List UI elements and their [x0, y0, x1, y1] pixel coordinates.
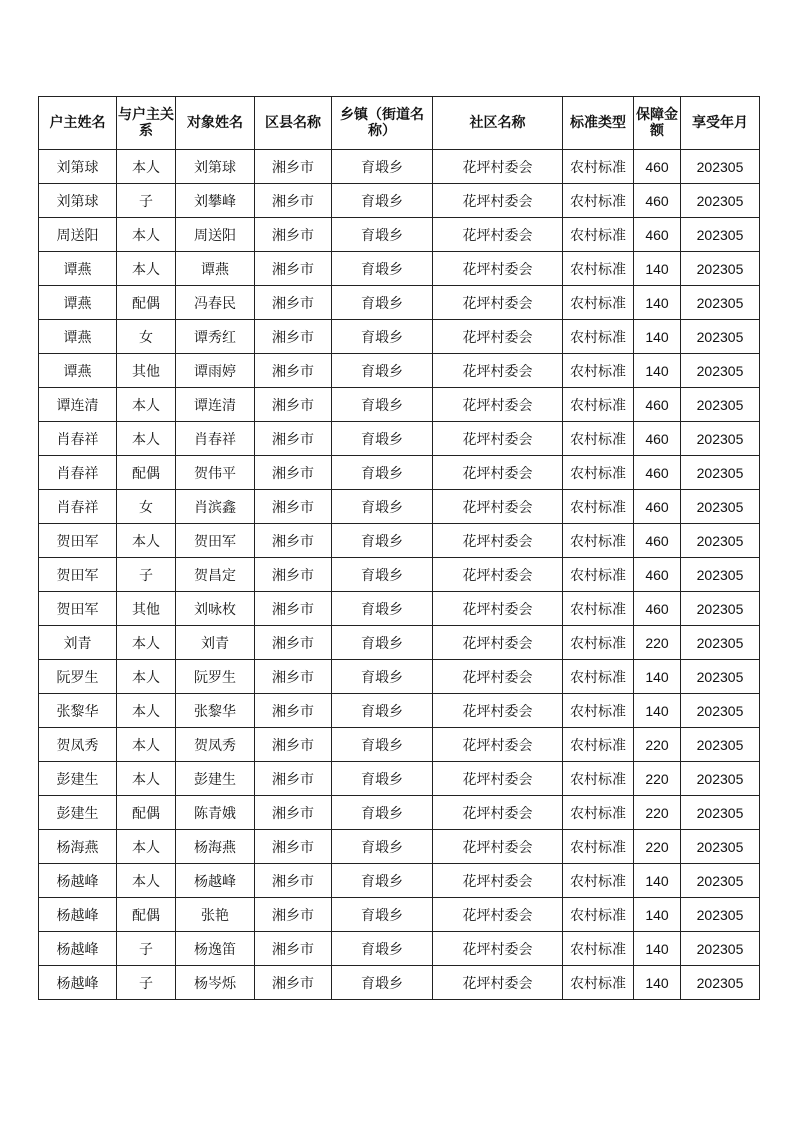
cell-community: 花坪村委会 — [433, 932, 563, 966]
header-township: 乡镇（街道名称） — [332, 97, 433, 150]
cell-recipient-name: 肖春祥 — [176, 422, 255, 456]
cell-standard-type: 农村标准 — [563, 558, 634, 592]
cell-period: 202305 — [681, 252, 760, 286]
cell-standard-type: 农村标准 — [563, 252, 634, 286]
cell-standard-type: 农村标准 — [563, 728, 634, 762]
cell-period: 202305 — [681, 184, 760, 218]
table-row — [39, 150, 760, 184]
cell-relation: 其他 — [117, 354, 176, 388]
cell-standard-type: 农村标准 — [563, 966, 634, 1000]
cell-period: 202305 — [681, 626, 760, 660]
cell-township: 育塅乡 — [332, 184, 433, 218]
table-row — [39, 592, 760, 626]
cell-relation: 本人 — [117, 660, 176, 694]
cell-relation: 子 — [117, 932, 176, 966]
cell-amount: 140 — [634, 320, 681, 354]
cell-county: 湘乡市 — [255, 592, 332, 626]
cell-period: 202305 — [681, 422, 760, 456]
cell-relation: 女 — [117, 320, 176, 354]
cell-county: 湘乡市 — [255, 626, 332, 660]
cell-householder-name: 彭建生 — [39, 796, 117, 830]
cell-amount: 460 — [634, 456, 681, 490]
cell-amount: 460 — [634, 184, 681, 218]
cell-standard-type: 农村标准 — [563, 320, 634, 354]
cell-householder-name: 贺田军 — [39, 592, 117, 626]
cell-recipient-name: 贺凤秀 — [176, 728, 255, 762]
cell-community: 花坪村委会 — [433, 830, 563, 864]
cell-standard-type: 农村标准 — [563, 524, 634, 558]
table-row — [39, 830, 760, 864]
cell-standard-type: 农村标准 — [563, 286, 634, 320]
cell-relation: 本人 — [117, 694, 176, 728]
cell-county: 湘乡市 — [255, 422, 332, 456]
table-row — [39, 898, 760, 932]
cell-recipient-name: 谭秀红 — [176, 320, 255, 354]
cell-householder-name: 谭燕 — [39, 320, 117, 354]
cell-township: 育塅乡 — [332, 898, 433, 932]
cell-county: 湘乡市 — [255, 150, 332, 184]
cell-township: 育塅乡 — [332, 320, 433, 354]
cell-period: 202305 — [681, 524, 760, 558]
table-row — [39, 320, 760, 354]
cell-county: 湘乡市 — [255, 218, 332, 252]
cell-township: 育塅乡 — [332, 864, 433, 898]
cell-relation: 子 — [117, 558, 176, 592]
cell-county: 湘乡市 — [255, 354, 332, 388]
cell-amount: 140 — [634, 252, 681, 286]
cell-county: 湘乡市 — [255, 694, 332, 728]
header-standard-type: 标准类型 — [563, 97, 634, 150]
cell-standard-type: 农村标准 — [563, 184, 634, 218]
cell-recipient-name: 张黎华 — [176, 694, 255, 728]
cell-householder-name: 杨越峰 — [39, 966, 117, 1000]
cell-householder-name: 张黎华 — [39, 694, 117, 728]
cell-amount: 140 — [634, 932, 681, 966]
table-row — [39, 660, 760, 694]
cell-householder-name: 谭燕 — [39, 252, 117, 286]
cell-county: 湘乡市 — [255, 830, 332, 864]
cell-township: 育塅乡 — [332, 286, 433, 320]
cell-county: 湘乡市 — [255, 558, 332, 592]
cell-householder-name: 刘第球 — [39, 184, 117, 218]
cell-householder-name: 杨越峰 — [39, 932, 117, 966]
cell-amount: 220 — [634, 796, 681, 830]
cell-county: 湘乡市 — [255, 966, 332, 1000]
table-row — [39, 490, 760, 524]
cell-county: 湘乡市 — [255, 490, 332, 524]
cell-county: 湘乡市 — [255, 456, 332, 490]
cell-amount: 460 — [634, 558, 681, 592]
table-row — [39, 524, 760, 558]
cell-community: 花坪村委会 — [433, 694, 563, 728]
cell-standard-type: 农村标准 — [563, 422, 634, 456]
header-recipient-name: 对象姓名 — [176, 97, 255, 150]
cell-community: 花坪村委会 — [433, 490, 563, 524]
cell-relation: 本人 — [117, 218, 176, 252]
header-period: 享受年月 — [681, 97, 760, 150]
table-row — [39, 966, 760, 1000]
cell-recipient-name: 肖滨鑫 — [176, 490, 255, 524]
cell-recipient-name: 杨越峰 — [176, 864, 255, 898]
cell-standard-type: 农村标准 — [563, 388, 634, 422]
cell-community: 花坪村委会 — [433, 456, 563, 490]
cell-standard-type: 农村标准 — [563, 456, 634, 490]
cell-township: 育塅乡 — [332, 932, 433, 966]
cell-recipient-name: 冯春民 — [176, 286, 255, 320]
table-body — [39, 150, 760, 1000]
table-row — [39, 388, 760, 422]
cell-recipient-name: 谭连清 — [176, 388, 255, 422]
cell-amount: 460 — [634, 218, 681, 252]
cell-householder-name: 肖春祥 — [39, 456, 117, 490]
cell-county: 湘乡市 — [255, 864, 332, 898]
cell-county: 湘乡市 — [255, 184, 332, 218]
cell-recipient-name: 贺伟平 — [176, 456, 255, 490]
cell-householder-name: 周送阳 — [39, 218, 117, 252]
cell-community: 花坪村委会 — [433, 422, 563, 456]
cell-standard-type: 农村标准 — [563, 660, 634, 694]
cell-community: 花坪村委会 — [433, 218, 563, 252]
cell-standard-type: 农村标准 — [563, 796, 634, 830]
cell-county: 湘乡市 — [255, 252, 332, 286]
header-relation: 与户主关系 — [117, 97, 176, 150]
cell-township: 育塅乡 — [332, 456, 433, 490]
cell-period: 202305 — [681, 864, 760, 898]
header-householder-name: 户主姓名 — [39, 97, 117, 150]
cell-community: 花坪村委会 — [433, 524, 563, 558]
cell-township: 育塅乡 — [332, 592, 433, 626]
cell-relation: 配偶 — [117, 456, 176, 490]
cell-relation: 本人 — [117, 388, 176, 422]
cell-community: 花坪村委会 — [433, 592, 563, 626]
cell-householder-name: 刘青 — [39, 626, 117, 660]
cell-township: 育塅乡 — [332, 388, 433, 422]
cell-householder-name: 彭建生 — [39, 762, 117, 796]
cell-amount: 140 — [634, 898, 681, 932]
cell-standard-type: 农村标准 — [563, 150, 634, 184]
cell-community: 花坪村委会 — [433, 354, 563, 388]
cell-county: 湘乡市 — [255, 286, 332, 320]
cell-community: 花坪村委会 — [433, 864, 563, 898]
cell-period: 202305 — [681, 796, 760, 830]
cell-county: 湘乡市 — [255, 932, 332, 966]
table-row — [39, 932, 760, 966]
cell-township: 育塅乡 — [332, 966, 433, 1000]
cell-amount: 140 — [634, 354, 681, 388]
cell-recipient-name: 刘咏枚 — [176, 592, 255, 626]
cell-community: 花坪村委会 — [433, 728, 563, 762]
cell-township: 育塅乡 — [332, 660, 433, 694]
table-row — [39, 796, 760, 830]
cell-period: 202305 — [681, 354, 760, 388]
cell-township: 育塅乡 — [332, 252, 433, 286]
cell-period: 202305 — [681, 932, 760, 966]
cell-householder-name: 刘第球 — [39, 150, 117, 184]
cell-standard-type: 农村标准 — [563, 932, 634, 966]
cell-county: 湘乡市 — [255, 320, 332, 354]
table-row — [39, 762, 760, 796]
cell-community: 花坪村委会 — [433, 796, 563, 830]
cell-recipient-name: 周送阳 — [176, 218, 255, 252]
cell-recipient-name: 彭建生 — [176, 762, 255, 796]
cell-township: 育塅乡 — [332, 150, 433, 184]
cell-amount: 140 — [634, 286, 681, 320]
cell-standard-type: 农村标准 — [563, 626, 634, 660]
cell-community: 花坪村委会 — [433, 184, 563, 218]
table-row — [39, 558, 760, 592]
cell-recipient-name: 刘青 — [176, 626, 255, 660]
cell-community: 花坪村委会 — [433, 762, 563, 796]
cell-recipient-name: 谭燕 — [176, 252, 255, 286]
cell-community: 花坪村委会 — [433, 252, 563, 286]
cell-householder-name: 杨海燕 — [39, 830, 117, 864]
cell-relation: 本人 — [117, 252, 176, 286]
cell-relation: 子 — [117, 184, 176, 218]
cell-amount: 460 — [634, 490, 681, 524]
cell-relation: 配偶 — [117, 898, 176, 932]
cell-standard-type: 农村标准 — [563, 762, 634, 796]
cell-standard-type: 农村标准 — [563, 830, 634, 864]
cell-recipient-name: 杨岑烁 — [176, 966, 255, 1000]
cell-period: 202305 — [681, 286, 760, 320]
cell-recipient-name: 贺田军 — [176, 524, 255, 558]
cell-community: 花坪村委会 — [433, 388, 563, 422]
cell-community: 花坪村委会 — [433, 626, 563, 660]
cell-period: 202305 — [681, 966, 760, 1000]
cell-standard-type: 农村标准 — [563, 898, 634, 932]
table-row — [39, 286, 760, 320]
cell-standard-type: 农村标准 — [563, 490, 634, 524]
cell-period: 202305 — [681, 320, 760, 354]
cell-relation: 本人 — [117, 524, 176, 558]
cell-relation: 其他 — [117, 592, 176, 626]
table-row — [39, 456, 760, 490]
header-amount: 保障金额 — [634, 97, 681, 150]
cell-community: 花坪村委会 — [433, 286, 563, 320]
cell-township: 育塅乡 — [332, 728, 433, 762]
cell-standard-type: 农村标准 — [563, 354, 634, 388]
cell-period: 202305 — [681, 558, 760, 592]
cell-county: 湘乡市 — [255, 762, 332, 796]
cell-recipient-name: 贺昌定 — [176, 558, 255, 592]
cell-recipient-name: 刘攀峰 — [176, 184, 255, 218]
cell-community: 花坪村委会 — [433, 966, 563, 1000]
cell-amount: 140 — [634, 694, 681, 728]
cell-community: 花坪村委会 — [433, 320, 563, 354]
cell-amount: 460 — [634, 388, 681, 422]
cell-county: 湘乡市 — [255, 524, 332, 558]
cell-period: 202305 — [681, 218, 760, 252]
cell-recipient-name: 谭雨婷 — [176, 354, 255, 388]
cell-county: 湘乡市 — [255, 388, 332, 422]
cell-householder-name: 谭燕 — [39, 354, 117, 388]
cell-township: 育塅乡 — [332, 218, 433, 252]
table-row — [39, 422, 760, 456]
table-row — [39, 184, 760, 218]
cell-householder-name: 阮罗生 — [39, 660, 117, 694]
cell-amount: 140 — [634, 966, 681, 1000]
cell-township: 育塅乡 — [332, 694, 433, 728]
cell-period: 202305 — [681, 694, 760, 728]
assistance-table — [38, 96, 760, 1000]
cell-standard-type: 农村标准 — [563, 592, 634, 626]
cell-amount: 220 — [634, 728, 681, 762]
table-row — [39, 626, 760, 660]
cell-township: 育塅乡 — [332, 490, 433, 524]
cell-period: 202305 — [681, 388, 760, 422]
cell-standard-type: 农村标准 — [563, 694, 634, 728]
cell-township: 育塅乡 — [332, 558, 433, 592]
cell-period: 202305 — [681, 490, 760, 524]
cell-householder-name: 杨越峰 — [39, 898, 117, 932]
table-row — [39, 218, 760, 252]
cell-township: 育塅乡 — [332, 524, 433, 558]
cell-relation: 本人 — [117, 422, 176, 456]
cell-relation: 女 — [117, 490, 176, 524]
cell-relation: 本人 — [117, 150, 176, 184]
cell-recipient-name: 陈青娥 — [176, 796, 255, 830]
cell-householder-name: 杨越峰 — [39, 864, 117, 898]
cell-householder-name: 谭连清 — [39, 388, 117, 422]
cell-standard-type: 农村标准 — [563, 864, 634, 898]
table-row — [39, 728, 760, 762]
table-row — [39, 252, 760, 286]
cell-period: 202305 — [681, 150, 760, 184]
cell-relation: 子 — [117, 966, 176, 1000]
cell-county: 湘乡市 — [255, 898, 332, 932]
header-county: 区县名称 — [255, 97, 332, 150]
cell-recipient-name: 刘第球 — [176, 150, 255, 184]
cell-amount: 140 — [634, 660, 681, 694]
cell-householder-name: 谭燕 — [39, 286, 117, 320]
cell-relation: 本人 — [117, 728, 176, 762]
cell-relation: 配偶 — [117, 796, 176, 830]
cell-community: 花坪村委会 — [433, 150, 563, 184]
cell-standard-type: 农村标准 — [563, 218, 634, 252]
cell-township: 育塅乡 — [332, 626, 433, 660]
cell-period: 202305 — [681, 660, 760, 694]
cell-period: 202305 — [681, 456, 760, 490]
cell-amount: 220 — [634, 626, 681, 660]
cell-township: 育塅乡 — [332, 796, 433, 830]
cell-relation: 本人 — [117, 830, 176, 864]
cell-recipient-name: 张艳 — [176, 898, 255, 932]
cell-relation: 本人 — [117, 626, 176, 660]
table-row — [39, 354, 760, 388]
cell-amount: 460 — [634, 524, 681, 558]
cell-township: 育塅乡 — [332, 422, 433, 456]
cell-township: 育塅乡 — [332, 830, 433, 864]
cell-amount: 460 — [634, 150, 681, 184]
cell-amount: 140 — [634, 864, 681, 898]
cell-community: 花坪村委会 — [433, 558, 563, 592]
cell-county: 湘乡市 — [255, 660, 332, 694]
cell-period: 202305 — [681, 830, 760, 864]
cell-township: 育塅乡 — [332, 762, 433, 796]
table-row — [39, 694, 760, 728]
cell-amount: 220 — [634, 762, 681, 796]
cell-amount: 460 — [634, 422, 681, 456]
cell-householder-name: 贺凤秀 — [39, 728, 117, 762]
cell-period: 202305 — [681, 898, 760, 932]
cell-householder-name: 肖春祥 — [39, 490, 117, 524]
cell-amount: 460 — [634, 592, 681, 626]
cell-period: 202305 — [681, 762, 760, 796]
cell-township: 育塅乡 — [332, 354, 433, 388]
table-row — [39, 864, 760, 898]
header-row — [39, 97, 760, 150]
cell-relation: 本人 — [117, 762, 176, 796]
cell-householder-name: 肖春祥 — [39, 422, 117, 456]
cell-recipient-name: 阮罗生 — [176, 660, 255, 694]
cell-county: 湘乡市 — [255, 728, 332, 762]
cell-community: 花坪村委会 — [433, 898, 563, 932]
cell-period: 202305 — [681, 592, 760, 626]
cell-period: 202305 — [681, 728, 760, 762]
cell-county: 湘乡市 — [255, 796, 332, 830]
cell-relation: 本人 — [117, 864, 176, 898]
cell-amount: 220 — [634, 830, 681, 864]
header-community: 社区名称 — [433, 97, 563, 150]
cell-householder-name: 贺田军 — [39, 524, 117, 558]
cell-recipient-name: 杨逸笛 — [176, 932, 255, 966]
cell-householder-name: 贺田军 — [39, 558, 117, 592]
cell-recipient-name: 杨海燕 — [176, 830, 255, 864]
cell-relation: 配偶 — [117, 286, 176, 320]
cell-community: 花坪村委会 — [433, 660, 563, 694]
